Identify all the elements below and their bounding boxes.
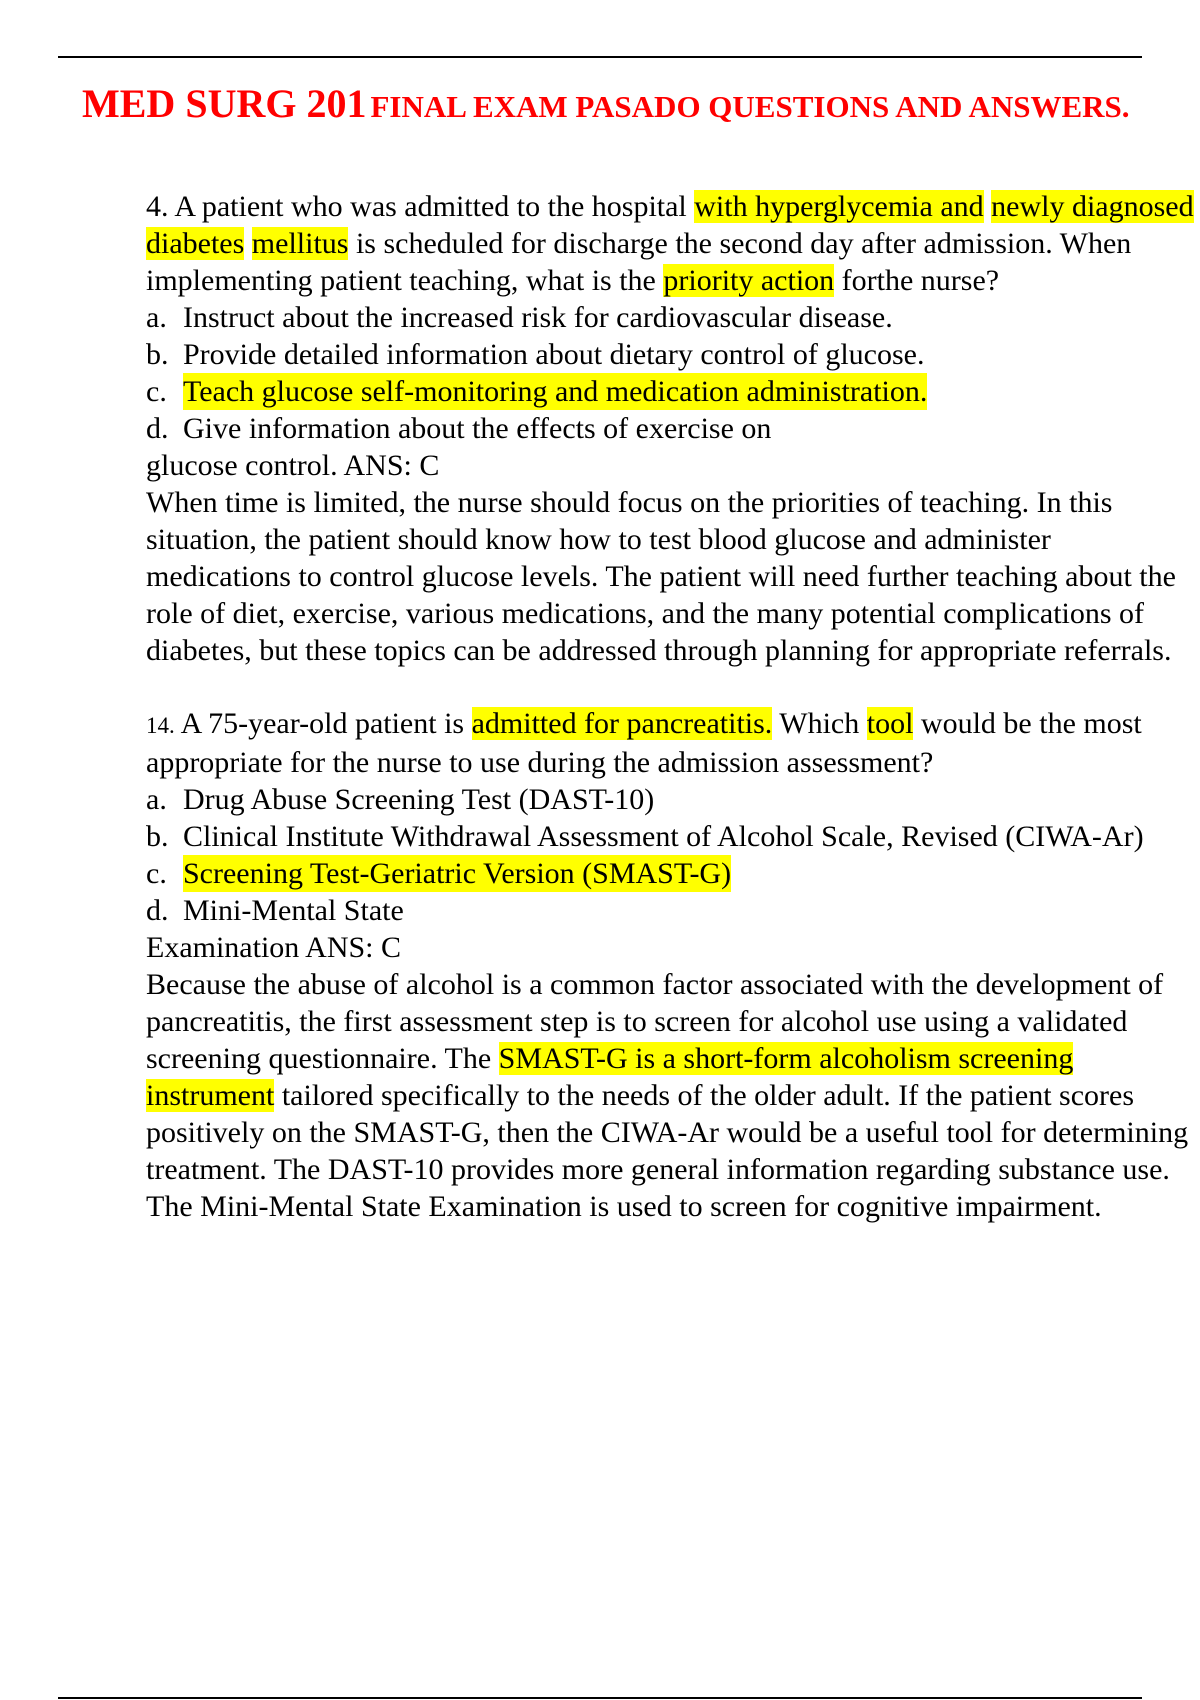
option-text: Provide detailed information about dietary control of glucose. bbox=[183, 338, 925, 371]
explanation-text: tailored specifically to the needs of the older adult. If the patient scores positively on the SMAST-G, then the CIWA-Ar would be a useful tool for determining treatment. The DAST-10 provides more general information regarding substance use. The Mini-Mental State Examination is used to screen for cognitive impairment. bbox=[146, 1079, 1189, 1223]
stem-text bbox=[244, 227, 252, 260]
option-letter: d. bbox=[146, 894, 169, 927]
question-spacer bbox=[146, 669, 1200, 705]
question-14-stem bbox=[146, 705, 1200, 781]
document-title bbox=[82, 80, 1130, 127]
option-d bbox=[146, 892, 1200, 929]
question-4-answer-line bbox=[146, 447, 1200, 484]
option-b bbox=[146, 818, 1200, 855]
stem-text: A patient who was admitted to the hospital bbox=[168, 190, 695, 223]
option-letter: d. bbox=[146, 412, 169, 445]
option-text: Clinical Institute Withdrawal Assessment of Alcohol Scale, Revised (CIWA-Ar) bbox=[183, 820, 1144, 853]
stem-text: is scheduled for discharge the second day after admission. When implementing patient teaching, what is the bbox=[146, 227, 1132, 297]
bottom-rule bbox=[58, 1697, 1142, 1699]
option-letter: b. bbox=[146, 820, 169, 853]
top-rule bbox=[58, 56, 1142, 58]
stem-highlight: with hyperglycemia and bbox=[694, 190, 984, 223]
option-d bbox=[146, 410, 1200, 447]
option-text-highlighted: Screening Test-Geriatric Version (SMAST-G) bbox=[183, 857, 732, 890]
option-c bbox=[146, 373, 1200, 410]
answer-key: ANS: C bbox=[343, 449, 440, 482]
stem-highlight: newly diagnosed diabetes bbox=[146, 190, 1194, 260]
stem-text: forthe nurse? bbox=[834, 264, 1000, 297]
option-text: Instruct about the increased risk for cardiovascular disease. bbox=[183, 301, 893, 334]
stem-text: would be the most appropriate for the nurse to use during the admission assessment? bbox=[146, 707, 1142, 779]
question-4-number: 4. bbox=[146, 190, 169, 223]
question-14-number: 14. bbox=[146, 713, 175, 738]
question-4-explanation: When time is limited, the nurse should focus on the priorities of teaching. In this situation, the patient should know how to test blood glucose and administer medications to control glucose levels. The patient will need further teaching about the role of diet, exercise, various medications, and the many potential complications of diabetes, but these topics can be addressed through planning for appropriate referrals. bbox=[146, 486, 1176, 667]
option-d-continuation: glucose control. bbox=[146, 449, 338, 482]
option-c bbox=[146, 855, 1200, 892]
option-a bbox=[146, 781, 1200, 818]
option-letter: a. bbox=[146, 301, 167, 334]
title-subtitle: FINAL EXAM PASADO QUESTIONS AND ANSWERS. bbox=[370, 89, 1130, 124]
explanation-text: Because the abuse of alcohol is a common factor associated with the development of pancreatitis, the first assessment step is to screen for alcohol use using a validated screening questionnaire. The bbox=[146, 968, 1164, 1075]
option-text: Drug Abuse Screening Test (DAST-10) bbox=[183, 783, 655, 816]
option-letter: c. bbox=[146, 375, 167, 408]
question-4-stem bbox=[146, 188, 1200, 299]
option-text: Give information about the effects of exercise on bbox=[183, 412, 772, 445]
question-4-options bbox=[146, 299, 1200, 447]
question-14-answer-line bbox=[146, 929, 1200, 966]
answer-key: ANS: C bbox=[305, 931, 402, 964]
option-b bbox=[146, 336, 1200, 373]
stem-text: Which bbox=[772, 707, 867, 740]
option-text: Mini-Mental State bbox=[183, 894, 404, 927]
question-14-options bbox=[146, 781, 1200, 929]
option-letter: b. bbox=[146, 338, 169, 371]
stem-highlight: priority action bbox=[663, 264, 835, 297]
title-course: MED SURG 201 bbox=[82, 81, 367, 126]
option-letter: a. bbox=[146, 783, 167, 816]
option-d-continuation: Examination bbox=[146, 931, 300, 964]
option-a bbox=[146, 299, 1200, 336]
stem-text: A 75-year-old patient is bbox=[174, 707, 472, 740]
option-letter: c. bbox=[146, 857, 167, 890]
stem-highlight: admitted for pancreatitis. bbox=[471, 707, 773, 740]
stem-highlight: mellitus bbox=[251, 227, 349, 260]
document-body bbox=[146, 188, 1200, 1225]
stem-highlight: tool bbox=[866, 707, 914, 740]
option-text-highlighted: Teach glucose self-monitoring and medication administration. bbox=[183, 375, 928, 408]
question-14-explanation bbox=[146, 966, 1200, 1225]
explanation-highlight: SMAST-G is a short-form alcoholism screening instrument bbox=[146, 1042, 1074, 1112]
